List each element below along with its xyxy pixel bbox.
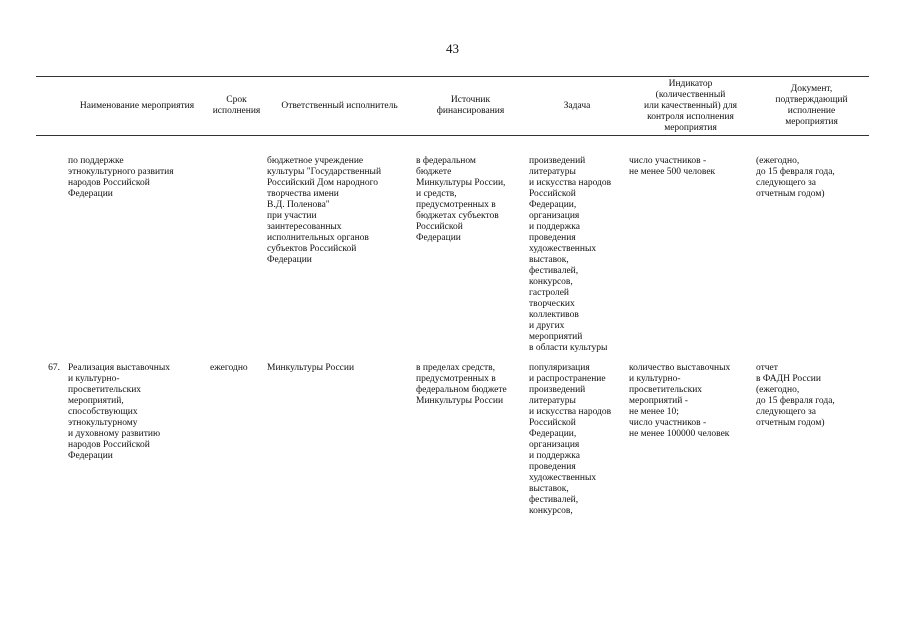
measure-executor: бюджетное учреждение культуры "Государственный Российский Дом народного творчества имени В.Д. Поленова" при участии заинтересованных исполнительных органов субъектов Российской Федерации [267, 156, 382, 265]
measure-name: по поддержке этнокультурного развития народов Российской Федерации [68, 156, 174, 199]
header-task: Задача [527, 77, 627, 136]
measure-name: Реализация выставочных и культурно- просветительских мероприятий, способствующих этнокультурному и духовному развитию народов Российской Федерации [68, 363, 170, 461]
measure-term [208, 136, 265, 355]
header-term: Срок исполнения [208, 77, 265, 136]
measure-source: в федеральном бюджете Минкультуры России, и средств, предусмотренных в бюджетах субъектов Российской Федерации [416, 156, 506, 243]
measure-term: ежегодно [210, 363, 248, 373]
table-header-row [36, 77, 869, 136]
measure-document: отчет в ФАДН России (ежегодно, до 15 февраля года, следующего за отчетным годом) [756, 363, 835, 428]
page-number: 43 [446, 41, 459, 56]
row-number [36, 136, 66, 355]
measure-document: (ежегодно, до 15 февраля года, следующего за отчетным годом) [756, 156, 835, 199]
measure-indicator: количество выставочных и культурно- просветительских мероприятий - не менее 10; число участников - не менее 100000 человек [629, 363, 731, 439]
row-number: 67. [48, 363, 60, 373]
header-source: Источник финансирования [414, 77, 527, 136]
measure-source: в пределах средств, предусмотренных в федеральном бюджете Минкультуры России [416, 363, 507, 406]
header-document: Документ, подтверждающий исполнение мероприятия [754, 77, 869, 136]
header-num [36, 77, 66, 136]
header-name: Наименование мероприятия [66, 77, 208, 136]
measure-executor: Минкультуры России [267, 363, 355, 373]
measure-task: популяризация и распространение произведений литературы и искусства народов Российской Федерации, организация и поддержка проведения художественных выставок, фестивалей, конкурсов, [529, 363, 612, 516]
measure-task: произведений литературы и искусства народов Российской Федерации, организация и поддержка проведения художественных выставок, фестивалей, конкурсов, гастролей творческих коллективов и других мероприятий в области культуры [529, 156, 612, 353]
header-executor: Ответственный исполнитель [265, 77, 414, 136]
measures-table [36, 76, 869, 517]
header-indicator: Индикатор (количественный или качественный) для контроля исполнения мероприятия [627, 77, 754, 136]
measure-indicator: число участников - не менее 500 человек [629, 156, 716, 177]
table-row [36, 136, 869, 355]
table-row [36, 354, 869, 517]
